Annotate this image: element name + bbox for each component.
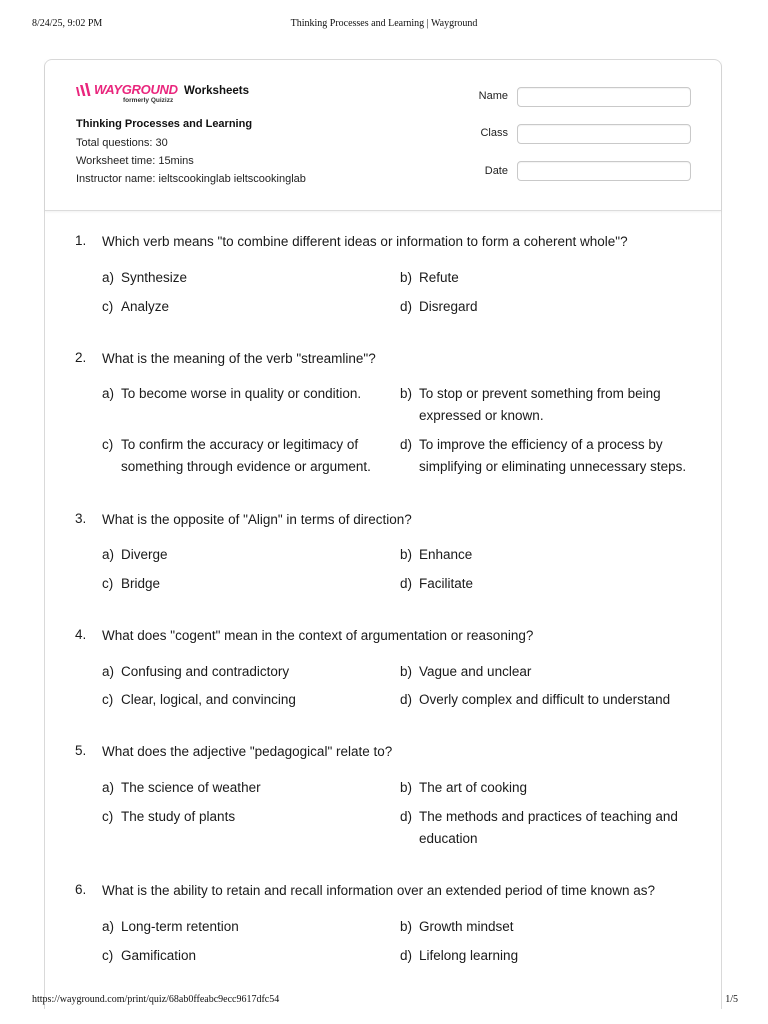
option-letter: c)	[102, 437, 114, 452]
option-letter: a)	[102, 547, 115, 562]
option-text: To stop or prevent something from being expressed or known.	[419, 386, 661, 423]
print-page-number: 1/5	[725, 994, 738, 1005]
question-text: What is the meaning of the verb "streamline"?	[102, 351, 376, 366]
option-letter: c)	[102, 692, 114, 707]
option-text: Growth mindset	[419, 919, 514, 934]
question-number: 4.	[75, 627, 87, 642]
option-letter: a)	[102, 270, 115, 285]
option-text: To improve the efficiency of a process by simplifying or eliminating unnecessary steps.	[419, 437, 687, 474]
option-letter: d)	[400, 809, 413, 824]
option-letter: d)	[400, 437, 413, 452]
option-text: The methods and practices of teaching and education	[419, 809, 678, 846]
option-letter: c)	[102, 948, 114, 963]
print-header	[0, 18, 768, 32]
question-number: 5.	[75, 743, 87, 758]
product-name: Worksheets	[184, 85, 249, 97]
option-text: Confusing and contradictory	[121, 664, 290, 679]
worksheet-header	[45, 60, 721, 211]
option-letter: a)	[102, 386, 115, 401]
option-letter: b)	[400, 270, 413, 285]
print-datetime: 8/24/25, 9:02 PM	[32, 18, 103, 29]
total-questions: Total questions: 30	[76, 137, 168, 149]
question-text: Which verb means "to combine different ideas or information to form a coherent whole"?	[102, 234, 628, 249]
class-input[interactable]	[517, 124, 691, 144]
option-text: Bridge	[121, 576, 161, 591]
option-text: Long-term retention	[121, 919, 239, 934]
option-text: Disregard	[419, 299, 478, 314]
question-text: What does the adjective "pedagogical" relate to?	[102, 744, 393, 759]
wayground-wordmark: WAYGROUND	[94, 82, 178, 97]
question-number: 2.	[75, 350, 87, 365]
option-letter: d)	[400, 692, 413, 707]
question-text: What is the opposite of "Align" in terms of direction?	[102, 512, 412, 527]
instructor-name: Instructor name: ieltscookinglab ieltscookinglab	[76, 173, 306, 185]
option-letter: d)	[400, 948, 413, 963]
option-letter: a)	[102, 780, 115, 795]
option-letter: c)	[102, 299, 114, 314]
date-input[interactable]	[517, 161, 691, 181]
option-letter: b)	[400, 664, 413, 679]
option-text: Refute	[419, 270, 459, 285]
name-label: Name	[478, 90, 508, 102]
class-label: Class	[480, 127, 508, 139]
worksheet-title: Thinking Processes and Learning	[76, 118, 253, 130]
worksheet-time: Worksheet time: 15mins	[76, 155, 194, 167]
option-letter: d)	[400, 299, 413, 314]
option-letter: c)	[102, 576, 114, 591]
option-text: The art of cooking	[419, 780, 528, 795]
option-text: Clear, logical, and convincing	[121, 692, 296, 707]
option-text: Overly complex and difficult to understand	[419, 692, 671, 707]
question-number: 6.	[75, 882, 87, 897]
name-input[interactable]	[517, 87, 691, 107]
option-text: Analyze	[121, 299, 170, 314]
option-letter: a)	[102, 919, 115, 934]
option-text: Gamification	[121, 948, 197, 963]
option-text: Vague and unclear	[419, 664, 532, 679]
question-number: 1.	[75, 233, 87, 248]
question-text: What is the ability to retain and recall information over an extended period of time known as?	[102, 883, 656, 898]
option-text: To become worse in quality or condition.	[121, 386, 362, 401]
option-letter: b)	[400, 919, 413, 934]
option-letter: d)	[400, 576, 413, 591]
option-letter: b)	[400, 780, 413, 795]
option-text: The study of plants	[121, 809, 236, 824]
wayground-logo	[75, 82, 179, 108]
question-text: What does "cogent" mean in the context of argumentation or reasoning?	[102, 628, 534, 643]
brand-subtitle: formerly Quizizz	[123, 97, 174, 104]
option-letter: b)	[400, 386, 413, 401]
print-footer	[0, 994, 768, 1008]
date-label: Date	[484, 165, 508, 177]
option-text: Synthesize	[121, 270, 188, 285]
option-text: The science of weather	[121, 780, 261, 795]
worksheet-card	[44, 59, 722, 1009]
option-text: Lifelong learning	[419, 948, 519, 963]
option-letter: c)	[102, 809, 114, 824]
option-text: Facilitate	[419, 576, 474, 591]
print-page-title: Thinking Processes and Learning | Wayground	[290, 18, 478, 29]
wayground-mark-icon	[75, 83, 93, 97]
option-text: To confirm the accuracy or legitimacy of something through evidence or argument.	[121, 437, 371, 474]
question-number: 3.	[75, 511, 87, 526]
option-text: Diverge	[121, 547, 168, 562]
option-letter: a)	[102, 664, 115, 679]
print-url[interactable]: https://wayground.com/print/quiz/68ab0ffeabc9ecc9617dfc54	[32, 994, 280, 1005]
option-letter: b)	[400, 547, 413, 562]
option-text: Enhance	[419, 547, 473, 562]
